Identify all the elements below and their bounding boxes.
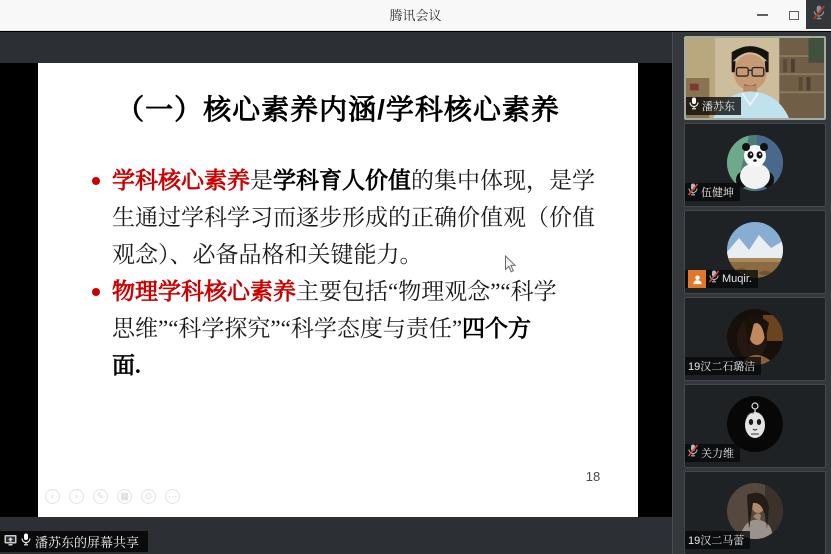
slides-overview-button[interactable]: ▦ <box>117 489 132 504</box>
screen-share-icon <box>4 533 17 551</box>
participant-name: 19汉二石璐洁 <box>688 361 756 373</box>
minimize-button[interactable] <box>749 0 775 30</box>
bullet-line <box>112 162 610 199</box>
maximize-button[interactable] <box>781 0 807 30</box>
slide-text: 物理学科核心素养 <box>112 279 296 304</box>
participant-tile[interactable] <box>684 36 826 120</box>
bullet-line <box>112 199 610 236</box>
mouse-cursor <box>504 255 517 279</box>
participant-name: 关力维 <box>701 448 734 460</box>
slide-page-number: 18 <box>585 469 601 484</box>
mic-muted-icon <box>688 444 698 462</box>
mic-on-icon <box>21 533 31 551</box>
bullet-item <box>90 273 610 384</box>
titlebar <box>0 0 831 31</box>
participant-name: 19汉二马蕾 <box>688 535 745 547</box>
slide-text: 生通过学科学习而逐步形成的正确价值观（价值 <box>112 205 595 230</box>
magnifier-button[interactable]: ⊙ <box>141 489 156 504</box>
mic-muted-icon <box>709 270 719 288</box>
participant-nameplate <box>685 270 758 288</box>
minimize-icon <box>757 14 768 16</box>
pen-button[interactable]: ✎ <box>93 489 108 504</box>
bullet-dot <box>92 177 100 185</box>
participant-name: 潘苏东 <box>702 101 735 113</box>
slide-text: 观念）、必备品格和关键能力。 <box>112 242 423 267</box>
bullet-line <box>112 236 610 273</box>
slide-text: 四个方 <box>462 316 532 341</box>
mic-muted-icon <box>813 5 825 25</box>
participant-tile[interactable] <box>684 210 826 294</box>
bullet-item <box>90 162 610 273</box>
bullet-line <box>112 273 610 310</box>
participant-tile[interactable] <box>684 297 826 381</box>
participant-tile[interactable] <box>684 123 826 207</box>
participant-nameplate <box>685 183 740 201</box>
participant-tile[interactable] <box>684 471 826 554</box>
bullet-dot <box>92 288 100 296</box>
participant-tile[interactable] <box>684 384 826 468</box>
participants-sidebar <box>672 32 831 554</box>
participant-nameplate <box>685 444 740 462</box>
participant-nameplate <box>686 97 741 115</box>
slide-text: 主要包括“物理观念”“科学 <box>296 279 557 304</box>
slide-text: 面. <box>112 353 141 378</box>
slide-text: 思维”“科学探究”“科学态度与责任” <box>112 316 463 341</box>
maximize-icon <box>789 11 799 20</box>
next-slide-button[interactable]: › <box>69 489 84 504</box>
slide-text: 的集中体现，是学 <box>411 168 595 193</box>
member-badge-icon <box>688 270 706 288</box>
participant-nameplate <box>685 357 761 375</box>
slide-title: （一）核心素养内涵/学科核心素养 <box>116 94 560 125</box>
participant-name: Muqir. <box>722 273 752 285</box>
mic-muted-icon <box>688 183 698 201</box>
mic-muted-status[interactable] <box>806 0 831 29</box>
ppt-presenter-toolbar <box>45 489 180 504</box>
window-title: 腾讯会议 <box>389 8 442 23</box>
slide-text: 学科育人价值 <box>273 168 411 193</box>
participant-nameplate <box>685 531 750 549</box>
prev-slide-button[interactable]: ‹ <box>45 489 60 504</box>
slide-body <box>90 162 610 384</box>
more-button[interactable]: ··· <box>165 489 180 504</box>
slide-text: 是 <box>250 168 273 193</box>
screen-share-label: 潘苏东的屏幕共享 <box>35 535 140 550</box>
slide-text: 学科核心素养 <box>112 168 250 193</box>
mic-on-icon <box>689 97 699 115</box>
bullet-line <box>112 347 610 384</box>
presentation-slide <box>38 63 638 517</box>
screen-share-banner[interactable] <box>0 531 148 552</box>
bullet-line <box>112 310 610 347</box>
shared-screen-top-strip <box>0 32 672 63</box>
participant-name: 伍健坤 <box>701 187 734 199</box>
